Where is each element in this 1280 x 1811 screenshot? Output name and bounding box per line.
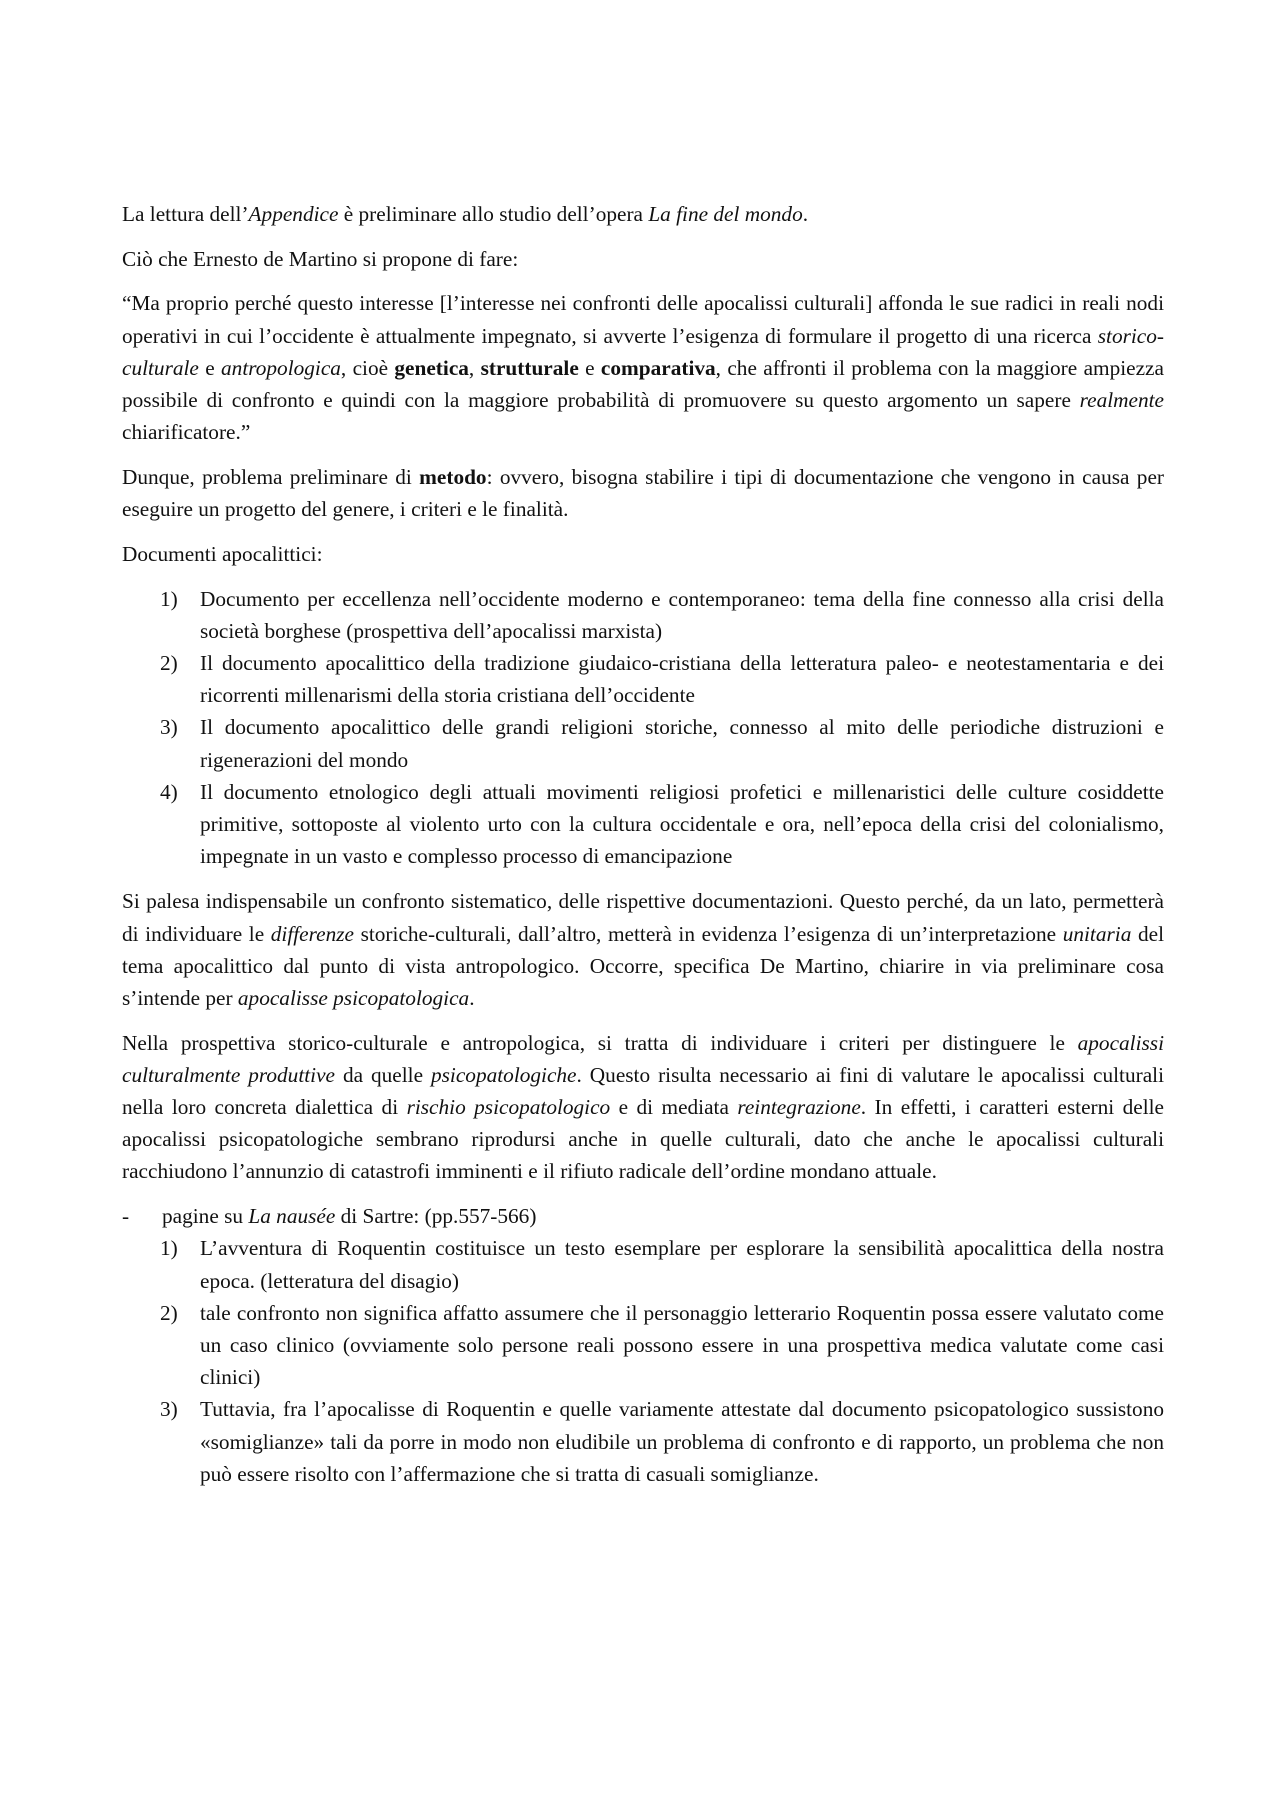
text-run: storiche-culturali, dall’altro, metterà in evidenza l’esigenza di un’interpretazione — [353, 921, 1063, 946]
text-run: Si palesa indispensabile un confronto sistematico, delle rispettive documentazioni. Questo perché, da un lato, permetterà di individuare le — [122, 889, 1164, 946]
list-number: 2) — [160, 1300, 178, 1325]
list-number: 2) — [160, 650, 178, 675]
text-run: , cioè — [340, 355, 395, 380]
list-item — [122, 1232, 1164, 1296]
text-run: e — [198, 355, 222, 380]
sartre-dash-item — [122, 1200, 1164, 1232]
italic-term: differenze — [270, 921, 354, 946]
text-run: pagine su — [162, 1204, 249, 1229]
text-run: chiarificatore.” — [122, 420, 251, 445]
text-run: La lettura dell’ — [122, 202, 249, 226]
text-run: del tema apocalittico dal punto di vista antropologico. Occorre, specifica De Martino, chiarire in via preliminare cosa s’intende per — [122, 921, 1164, 1010]
list-item — [122, 776, 1164, 873]
text-run: e di mediata — [610, 1095, 738, 1120]
text-run: e — [578, 355, 601, 380]
list-item — [122, 711, 1164, 775]
italic-term: rischio psicopatologico — [406, 1095, 611, 1120]
list-number: 3) — [160, 1397, 178, 1422]
italic-title-fine-del-mondo: La fine del mondo — [648, 202, 803, 226]
text-run: . In effetti, i caratteri esterni delle apocalissi psicopatologiche sembrano riprodursi anche in quelle culturali, dato che anche le apocalissi culturali racchiudono l’annunzio di catastrofi imminenti e il rifiuto radicale dell’ordine mondano attuale. — [122, 1095, 1164, 1184]
text-run: , — [468, 355, 481, 380]
list-item — [122, 583, 1164, 647]
italic-term: storico-culturale — [122, 323, 1164, 380]
list-item-text: Tuttavia, fra l’apocalisse di Roquentin e quelle variamente attestate dal documento psicopatologico sussistono «somiglianze» tali da porre in modo non eludibile un problema di confronto e di rapporto, un problema che non può essere risolto con l’affermazione che si tratta di casuali somiglianze. — [200, 1397, 1164, 1486]
text-run: : ovvero, bisogna stabilire i tipi di documentazione che vengono in causa per eseguire un progetto del genere, i criteri e le finalità. — [122, 464, 1164, 522]
text-run: Nella prospettiva storico-culturale e antropologica, si tratta di individuare i criteri per distinguere le — [122, 1030, 1078, 1055]
italic-term: reintegrazione — [737, 1095, 861, 1120]
italic-title-la-nausee: La nausée — [248, 1204, 336, 1229]
bold-term: metodo — [419, 464, 487, 489]
list-item-text: Il documento etnologico degli attuali movimenti religiosi profetici e millenaristici delle culture cosiddette primitive, sottoposte al violento urto con la cultura occidentale e ora, nell’epoca della crisi del colonialismo, impegnate in un vasto e complesso processo di emancipazione — [200, 779, 1164, 869]
italic-term: psicopatologiche — [431, 1062, 577, 1087]
documenti-list — [122, 583, 1164, 873]
purpose-paragraph: Ciò che Ernesto de Martino si propone di fare: — [122, 246, 519, 271]
list-item-text: L’avventura di Roquentin costituisce un testo esemplare per esplorare la sensibilità apocalittica della nostra epoca. (letteratura del disagio) — [200, 1236, 1164, 1293]
italic-term: antropologica — [221, 355, 341, 380]
sartre-list — [122, 1232, 1164, 1490]
italic-term: apocalisse psicopatologica — [237, 985, 470, 1010]
text-run: , che affronti il problema con la maggiore ampiezza possibile di confronto e quindi con la maggiore probabilità di promuovere su questo argomento un sapere — [122, 355, 1164, 413]
list-number: 1) — [160, 586, 178, 611]
italic-term: realmente — [1079, 388, 1164, 413]
comparison-paragraph — [122, 885, 1164, 1014]
text-run: è preliminare allo studio dell’opera — [338, 202, 649, 226]
perspective-paragraph — [122, 1027, 1164, 1188]
text-run: Dunque, problema preliminare di — [122, 464, 420, 489]
list-number: 1) — [160, 1236, 178, 1261]
bold-term: comparativa — [600, 355, 716, 380]
list-item — [122, 1297, 1164, 1394]
text-run: . — [802, 202, 809, 226]
documenti-heading: Documenti apocalittici: — [122, 541, 323, 566]
text-run: . — [469, 985, 475, 1010]
list-number: 4) — [160, 779, 178, 804]
text-run: da quelle — [335, 1062, 431, 1087]
list-item — [122, 1393, 1164, 1490]
list-item-text: tale confronto non significa affatto assumere che il personaggio letterario Roquentin possa essere valutato come un caso clinico (ovviamente solo persone reali possono essere in una prospettiva medica valutate come casi clinici) — [200, 1300, 1164, 1390]
intro-paragraph — [122, 198, 1164, 230]
list-number: 3) — [160, 715, 178, 740]
list-item-text: Documento per eccellenza nell’occidente moderno e contemporaneo: tema della fine connesso alla crisi della società borghese (prospettiva dell’apocalissi marxista) — [200, 586, 1164, 643]
list-item — [122, 647, 1164, 711]
dash-bullet: - — [122, 1204, 130, 1229]
bold-term: genetica — [394, 355, 469, 380]
list-item-text: Il documento apocalittico delle grandi religioni storiche, connesso al mito delle periodiche distruzioni e rigenerazioni del mondo — [200, 715, 1164, 772]
italic-title-appendice: Appendice — [248, 202, 339, 226]
document-page — [122, 198, 1164, 1503]
list-item-text: Il documento apocalittico della tradizione giudaico-cristiana della letteratura paleo- e neotestamentaria e dei ricorrenti millenarismi della storia cristiana dell’occidente — [200, 650, 1164, 708]
text-run: “Ma proprio perché questo interesse [l’interesse nei confronti delle apocalissi culturali] affonda le sue radici in reali nodi operativi in cui l’occidente è attualmente impegnato, si avverte l’esigenza di formulare il progetto di una ricerca — [122, 291, 1164, 348]
bold-term: strutturale — [480, 355, 579, 380]
quote-paragraph — [122, 287, 1164, 448]
text-run: . Questo risulta necessario ai fini di valutare le apocalissi culturali nella loro concreta dialettica di — [122, 1062, 1165, 1120]
method-paragraph — [122, 461, 1164, 525]
italic-term: unitaria — [1062, 921, 1132, 946]
italic-term: apocalissi culturalmente produttive — [122, 1030, 1164, 1087]
text-run: di Sartre: (pp.557-566) — [335, 1204, 537, 1229]
